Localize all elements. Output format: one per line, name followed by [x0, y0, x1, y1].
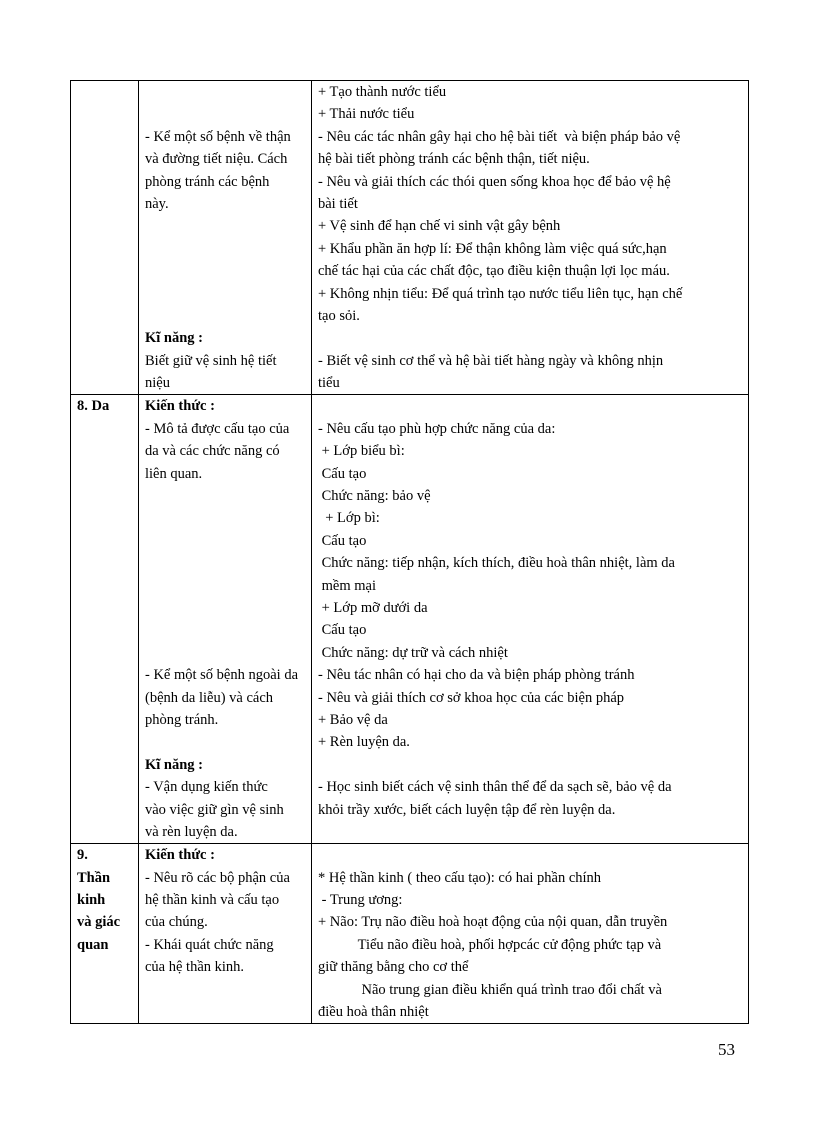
content-line: tạo sỏi. [318, 307, 360, 324]
objective-line: Kiến thức : [145, 847, 215, 864]
objective-line: phòng tránh các bệnh [145, 173, 270, 190]
table-row [71, 844, 749, 1024]
objective-line: Kĩ năng : [145, 330, 204, 347]
curriculum-table [70, 80, 749, 1024]
objective-line: Kiến thức : [145, 398, 215, 415]
objective-line: của hệ thần kinh. [145, 959, 245, 976]
content-line: chế tác hại của các chất độc, tạo điều kiện thuận lợi lọc máu. [318, 263, 670, 280]
objective-line [145, 215, 305, 237]
table-row [71, 395, 749, 844]
objective-line: của chúng. [145, 914, 208, 931]
objective-line: - Mô tả được cấu tạo của [145, 420, 290, 437]
topic-line: Thần [77, 869, 111, 886]
objective-line: này. [145, 195, 169, 212]
objective-line: phòng tránh. [145, 711, 219, 728]
content-line: giữ thăng bằng cho cơ thể [318, 959, 469, 976]
objective-line [145, 575, 305, 597]
content-line: điều hoà thân nhiệt [318, 1004, 429, 1021]
objective-line [145, 305, 305, 327]
page-number: 53 [718, 1040, 735, 1059]
content-line: - Trung ương: [318, 892, 403, 909]
content-line: Cấu tạo [318, 465, 367, 482]
content-line: + Khẩu phần ăn hợp lí: Để thận không làm việc quá sức,hạn [318, 240, 667, 257]
content-line [318, 327, 742, 349]
objective-line [145, 485, 305, 507]
content-line: khỏi trầy xước, biết cách luyện tập để rèn luyện da. [318, 801, 616, 818]
objective-line [145, 283, 305, 305]
content-line: bài tiết [318, 195, 358, 212]
topic-line: kinh [77, 892, 106, 909]
content-line: + Lớp bì: [318, 510, 380, 527]
content-line [318, 754, 742, 776]
content-line: Chức năng: dự trữ và cách nhiệt [318, 644, 508, 661]
objective-line: và rèn luyện da. [145, 823, 238, 840]
objective-line: - Khái quát chức năng [145, 936, 274, 953]
objectives-cell [139, 81, 312, 395]
objective-line: Biết giữ vệ sinh hệ tiết [145, 352, 277, 369]
objective-line: da và các chức năng có [145, 443, 280, 460]
objective-line [145, 642, 305, 664]
topic-cell [71, 844, 139, 1024]
content-line: Cấu tạo [318, 532, 367, 549]
content-line: Cấu tạo [318, 622, 367, 639]
objective-line: - Nêu rõ các bộ phận của [145, 869, 290, 886]
topic-cell [71, 395, 139, 844]
content-line: + Thải nước tiểu [318, 106, 415, 123]
objective-line [145, 1001, 305, 1023]
objective-line: vào việc giữ gìn vệ sinh [145, 801, 284, 818]
topic-line: và giác [77, 914, 121, 931]
objective-line: (bệnh da liễu) và cách [145, 689, 274, 706]
objective-line [145, 103, 305, 125]
content-line: - Nêu cấu tạo phù hợp chức năng của da: [318, 420, 556, 437]
objectives-cell [139, 844, 312, 1024]
content-line [318, 844, 742, 866]
objective-line [145, 260, 305, 282]
objective-line: liên quan. [145, 465, 203, 482]
content-line: mềm mại [318, 577, 376, 594]
objective-line: - Kể một số bệnh ngoài da [145, 667, 299, 684]
content-line: Tiểu não điều hoà, phối hợpcác cử động phức tạp và [318, 936, 662, 953]
content-line: - Học sinh biết cách vệ sinh thân thể để da sạch sẽ, bảo vệ da [318, 779, 672, 796]
content-line: + Bảo vệ da [318, 711, 388, 728]
objective-line: niệu [145, 375, 170, 392]
objective-line [145, 507, 305, 529]
objectives-cell [139, 395, 312, 844]
content-line: + Vệ sinh để hạn chế vi sinh vật gây bệnh [318, 218, 561, 235]
topic-line: quan [77, 936, 109, 953]
objective-line [145, 731, 305, 753]
content-line: Não trung gian điều khiển quá trình trao đổi chất và [318, 981, 662, 998]
objective-line [145, 238, 305, 260]
content-cell [312, 844, 749, 1024]
objective-line [145, 619, 305, 641]
content-line: hệ bài tiết phòng tránh các bệnh thận, tiết niệu. [318, 151, 590, 168]
content-cell [312, 395, 749, 844]
content-line: Chức năng: bảo vệ [318, 488, 431, 505]
objective-line [145, 530, 305, 552]
table-row [71, 81, 749, 395]
objective-line: - Kể một số bệnh về thận [145, 128, 291, 145]
objective-line [145, 979, 305, 1001]
content-cell [312, 81, 749, 395]
content-line: + Não: Trụ não điều hoà hoạt động của nội quan, dẫn truyền [318, 914, 668, 931]
content-line [318, 395, 742, 417]
objective-line [145, 552, 305, 574]
content-line [318, 821, 742, 843]
topic-line: 9. [77, 847, 88, 864]
content-line: + Không nhịn tiểu: Để quá trình tạo nước tiểu liên tục, hạn chế [318, 285, 683, 302]
content-line: + Tạo thành nước tiểu [318, 84, 447, 100]
content-line: tiểu [318, 375, 340, 392]
content-line: - Nêu các tác nhân gây hại cho hệ bài tiết và biện pháp bảo vệ [318, 128, 681, 145]
content-line: + Lớp biểu bì: [318, 443, 405, 460]
objective-line [145, 597, 305, 619]
objective-line: Kĩ năng : [145, 756, 204, 773]
content-line: - Biết vệ sinh cơ thể và hệ bài tiết hàng ngày và không nhịn [318, 352, 664, 369]
objective-line [145, 81, 305, 103]
content-line: - Nêu và giải thích cơ sở khoa học của các biện pháp [318, 689, 625, 706]
objective-line: - Vận dụng kiến thức [145, 779, 268, 796]
objective-line: hệ thần kinh và cấu tạo [145, 892, 280, 909]
content-line: + Rèn luyện da. [318, 734, 410, 751]
objective-line: và đường tiết niệu. Cách [145, 151, 288, 168]
content-line: + Lớp mỡ dưới da [318, 599, 428, 616]
content-line: Chức năng: tiếp nhận, kích thích, điều hoà thân nhiệt, làm da [318, 555, 675, 572]
content-line: - Nêu và giải thích các thói quen sống khoa học để bảo vệ hệ [318, 173, 671, 190]
content-line: - Nêu tác nhân có hại cho da và biện pháp phòng tránh [318, 667, 635, 684]
topic-line: 8. Da [77, 398, 110, 415]
topic-cell [71, 81, 139, 395]
content-line: * Hệ thần kinh ( theo cấu tạo): có hai phần chính [318, 869, 602, 886]
